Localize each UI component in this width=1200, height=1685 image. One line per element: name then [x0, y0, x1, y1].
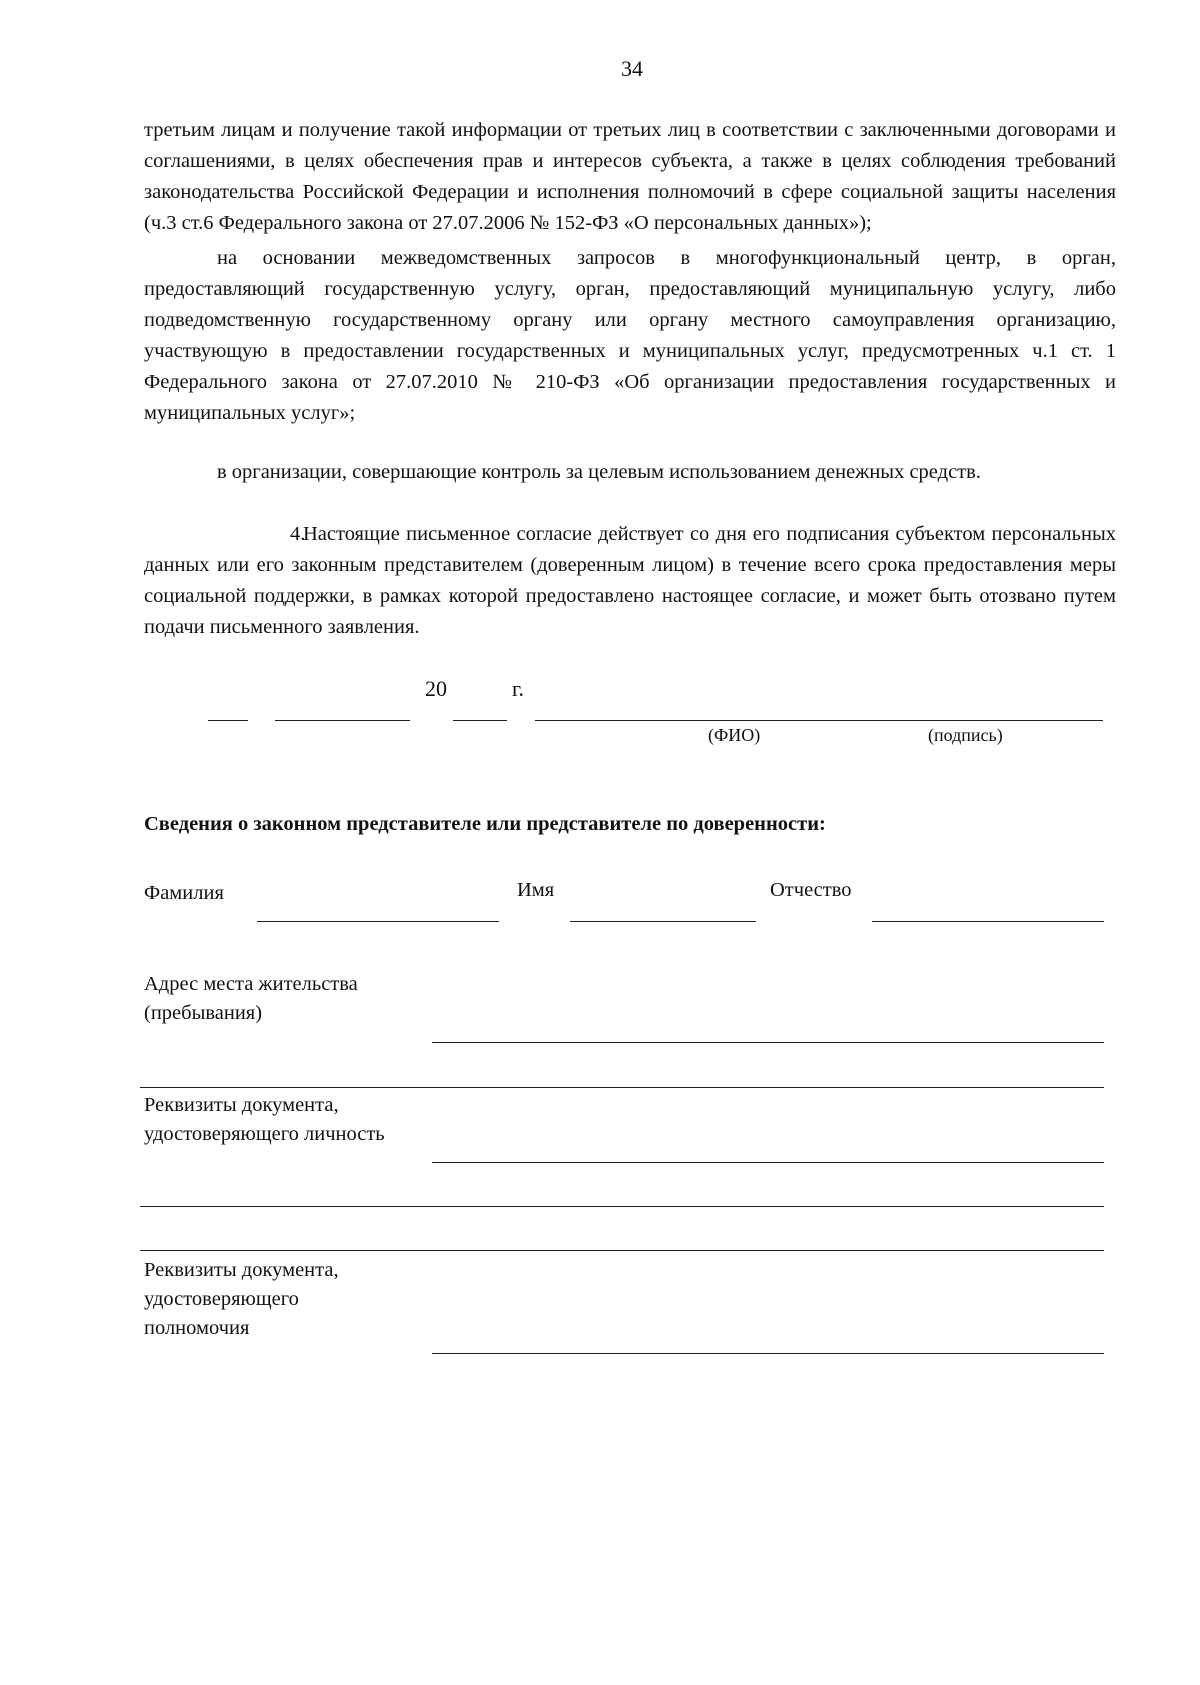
- id-document-field[interactable]: [432, 1162, 1104, 1163]
- id-document-field-continued[interactable]: [140, 1206, 1104, 1207]
- id-document-label-line-2: удостоверяющего личность: [144, 1123, 385, 1145]
- address-field[interactable]: [432, 1042, 1104, 1043]
- id-document-field-continued-2[interactable]: [140, 1250, 1104, 1251]
- paragraph-interagency-requests: на основании межведомственных запросов в многофункциональный центр, в орган, предоставляющий государственную услугу, орган, предоставляющий муниципальную услугу, либо подведомственную государственному органу или органу местного самоуправления организацию, участвующую в предоставлении государственных и муниципальных услуг, предусмотренных ч.1 ст. 1 Федерального закона от 27.07.2010 № 210-ФЗ «Об организации предоставления государственных и муниципальных услуг»;: [144, 247, 1116, 424]
- surname-label: Фамилия: [144, 882, 224, 904]
- representative-heading: Сведения о законном представителе или представителе по доверенности:: [144, 813, 826, 835]
- id-document-label: [144, 1091, 385, 1149]
- authority-document-label: [144, 1256, 339, 1343]
- day-field[interactable]: [208, 720, 248, 721]
- authority-document-label-line-1: Реквизиты документа,: [144, 1259, 339, 1281]
- address-label-line-1: Адрес места жительства: [144, 973, 358, 995]
- year-field[interactable]: [453, 720, 507, 721]
- authority-document-field[interactable]: [432, 1353, 1104, 1354]
- page-number: 34: [621, 56, 643, 81]
- item-4-number: 4.: [290, 523, 306, 545]
- authority-document-label-line-2: удостоверяющего: [144, 1288, 299, 1310]
- name-field[interactable]: [570, 921, 756, 922]
- name-label: Имя: [517, 879, 555, 901]
- signature-caption: (подпись): [928, 725, 1003, 745]
- address-field-continued[interactable]: [140, 1087, 1104, 1088]
- year-suffix: г.: [512, 676, 525, 701]
- fio-caption: (ФИО): [708, 725, 761, 745]
- address-label: [144, 970, 358, 1028]
- fio-signature-field[interactable]: [535, 720, 1103, 721]
- year-prefix: 20: [425, 676, 447, 701]
- paragraph-item-4: [144, 519, 1116, 643]
- paragraph-control-organizations: в организации, совершающие контроль за целевым использованием денежных средств.: [217, 461, 981, 483]
- month-field[interactable]: [275, 720, 410, 721]
- address-label-line-2: (пребывания): [144, 1002, 263, 1024]
- paragraph-third-parties: третьим лицам и получение такой информации от третьих лиц в соответствии с заключенными договорами и соглашениями, в целях обеспечения прав и интересов субъекта, а также в целях соблюдения требований законодательства Российской Федерации и исполнения полномочий в сфере социальной защиты населения (ч.3 ст.6 Федерального закона от 27.07.2006 № 152-ФЗ «О персональных данных»);: [144, 119, 1116, 234]
- surname-field[interactable]: [257, 921, 499, 922]
- item-4-text: Настоящие письменное согласие действует со дня его подписания субъектом персональных данных или его законным представителем (доверенным лицом) в течение всего срока предоставления меры социальной поддержки, в рамках которой предоставлено настоящее согласие, и может быть отозвано путем подачи письменного заявления.: [144, 523, 1116, 638]
- patronymic-label: Отчество: [770, 879, 852, 901]
- authority-document-label-line-3: полномочия: [144, 1317, 250, 1339]
- id-document-label-line-1: Реквизиты документа,: [144, 1094, 339, 1116]
- patronymic-field[interactable]: [872, 921, 1104, 922]
